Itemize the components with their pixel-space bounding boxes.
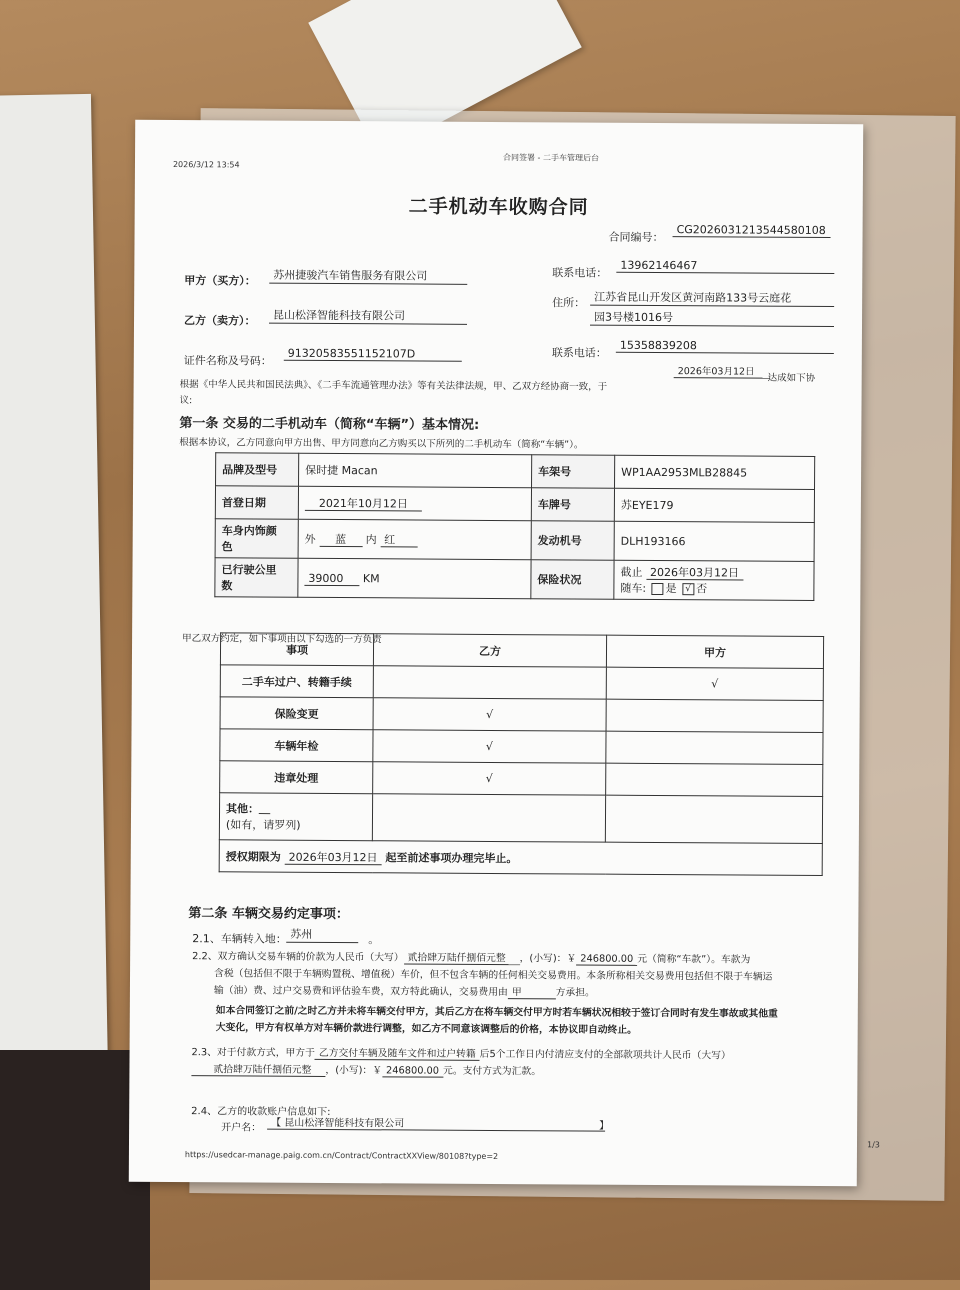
clause-2-2 [192,948,842,1003]
duty-row-b: √ [373,762,606,795]
clause-2-3-text3: ，(小写)：￥ [325,1064,383,1077]
auth-tail: 起至前述事项办理完毕止。 [385,850,518,865]
party-b-phone-label: 联系电话： [551,346,607,360]
clause-2-3-text4: 元。支付方式为汇款。 [443,1065,542,1078]
clause-2-3-number: 2.3、 [191,1047,217,1059]
party-a-phone: 13962146467 [616,259,834,274]
clause-2-4: 2.4、乙方的收款账户信息如下: [191,1106,331,1118]
insurance-cell [614,560,814,600]
duty-row-a [606,731,823,764]
bold-line1: 如本合同签订之前/之时乙方并未将车辆交付甲方，其后乙方在将车辆交付甲方时若车辆状况相较于签订合同时有发生事故或其他重 [215,1005,778,1020]
clause-2-2-text3: 元（简称“车款”）。车款为 [637,953,751,966]
background-paper-left [0,94,109,1136]
inner-color-value: 红 [380,533,417,547]
clause-2-2-line3-end: 方承担。 [555,987,595,999]
duty-col-item: 事项 [220,633,373,666]
contract-page [129,120,880,1186]
other-label: 其他：＿ [226,802,271,816]
mileage-label [215,558,298,598]
clause-2-2-text1: 双方确认交易车辆的价款为人民币（大写） [217,951,404,964]
page-number: 1/3 [866,1140,880,1150]
payment-condition: 乙方交付车辆及随车文件和过户转籍 [315,1048,480,1061]
clause-2-3 [191,1044,841,1082]
mileage-cell [298,558,531,598]
other-hint: (如有，请罗列) [225,818,301,832]
clause-2-1-end: 。 [368,933,380,947]
party-b-label: 乙方（卖方）： [183,314,256,328]
price-numeric: 246800.00 [576,953,637,965]
party-b-addr-label: 住所： [552,296,586,310]
outer-color-prefix: 外 [304,532,316,546]
duty-row-item: 二手车过户、转籍手续 [220,665,373,698]
account-name-end: 】 [599,1120,610,1132]
no-label: 否 [696,582,708,596]
print-header-title: 合同签署 - 二手车管理后台 [502,153,600,163]
color-label [215,519,298,559]
party-b-phone: 15358839208 [616,339,834,354]
clause-2-3-text2: 后5个工作日内付清应支付的全部款项共计人民币（大写） [479,1048,731,1062]
vin-label: 车架号 [532,455,615,489]
auth-date: 2026年03月12日 [285,850,382,865]
inner-color-prefix: 内 [365,533,377,547]
footer-url: https://usedcar-manage.paig.com.cn/Contract/ContractXXView/80108?type=2 [184,1150,499,1162]
duty-row-item: 违章处理 [220,761,373,794]
duty-other-a [605,795,822,843]
party-a-name: 苏州捷骏汽车销售服务有限公司 [269,267,467,285]
insurance-label: 保险状况 [531,560,614,600]
contract-title: 二手机动车收购合同 [408,195,589,219]
duty-table [219,632,824,876]
duty-row-b: √ [373,730,606,763]
fee-payer: 甲 [508,987,556,999]
no-checkbox-checked: √ [682,583,694,595]
account-name-label: 开户名： [221,1122,262,1134]
party-b-addr-line1: 江苏省昆山开发区黄河南路133号云庭花 [590,289,834,307]
duty-col-party-b: 乙方 [373,634,606,667]
plate-value: 苏EYE179 [614,488,814,522]
party-b-id: 91320583551152107D [284,347,462,362]
article1-intro: 根据本协议，乙方同意向甲方出售、甲方同意向乙方购买以下所列的二手机动车（简称“车辆”）。 [179,437,584,451]
duty-row-a [606,699,823,732]
party-b-addr-line2: 园3号楼1016号 [590,309,834,327]
duty-row-a [606,763,823,796]
preamble-text: 根据《中华人民共和国民法典》、《二手车流通管理办法》等有关法律法规，甲、乙双方经协商一致，于 [179,379,608,393]
contract-no-label: 合同编号： [608,230,664,245]
mileage-unit: KM [362,571,380,585]
party-a-label: 甲方（买方）： [184,274,256,288]
engine-value: DLH193166 [614,521,814,561]
clause-2-3-text1: 对于付款方式，甲方于 [216,1047,315,1059]
clause-2-1-label: 2.1、车辆转入地： [192,932,287,946]
party-b-id-label: 证件名称及号码： [183,354,272,368]
duty-other-b [372,794,605,842]
contract-no: CG2026031213544580108 [673,223,831,238]
party-b-name: 昆山松泽智能科技有限公司 [269,307,467,325]
mileage-label-line1: 已行驶公里 [221,563,277,577]
party-a-phone-label: 联系电话： [552,266,608,280]
reg-date-label: 首登日期 [215,486,298,520]
outer-color-value: 蓝 [319,533,362,547]
engine-label: 发动机号 [531,521,614,561]
mileage-label-line2: 数 [221,579,233,593]
yes-checkbox [652,583,664,595]
brand-value: 保时捷 Macan [299,453,532,487]
duty-row-b [373,666,606,699]
account-name: 【 昆山松泽智能科技有限公司 [267,1114,605,1132]
insurance-until-date: 2026年03月12日 [646,566,743,581]
transfer-destination: 苏州 [286,926,358,943]
duty-col-party-a: 甲方 [606,635,823,668]
clause-2-2-line2: 含税（包括但不限于车辆购置税、增值税）车价，但不包含车辆的任何相关交易费用。本条所称相关交易费用包括但不限于车辆运 [214,968,773,983]
with-car-label: 随车: [620,581,647,595]
duty-row-b: √ [373,698,606,731]
article2-title: 第二条 车辆交易约定事项： [188,906,349,923]
color-label-line1: 车身内饰颜 [221,524,277,538]
clause-2-2-line3: 输（油）费、过户交易费和评估验车费，双方特此确认，交易费用由 [213,985,508,999]
plate-label: 车牌号 [531,488,614,522]
vehicle-info-table [214,452,815,601]
auth-label: 授权期限为 [225,849,281,864]
clause-2-2-number: 2.2、 [192,951,218,963]
duty-other-item [219,793,372,841]
clause-2-2-bold [216,1002,846,1040]
yes-label: 是 [665,582,677,596]
payment-numeric: 246800.00 [382,1065,443,1077]
reg-date-value: 2021年10月12日 [305,497,422,512]
preamble-date: 2026年03月12日 [674,363,770,379]
mileage-value: 39000 [304,571,359,585]
color-cell [298,519,531,559]
duty-row-item: 保险变更 [220,697,373,730]
clause-2-2-text2: ，(小写)：￥ [519,953,577,965]
color-label-line2: 色 [221,540,233,554]
duty-row-item: 车辆年检 [220,729,373,762]
background-dark-object [0,1050,150,1290]
price-uppercase: 贰拾肆万陆仟捌佰元整 [404,952,520,965]
bold-line2: 大变化，甲方有权单方对车辆价款进行调整，如乙方不同意该调整后的价格，本协议即自动终止。 [215,1022,637,1036]
insurance-until-prefix: 截止 [620,565,643,579]
brand-label: 品牌及型号 [216,453,299,487]
preamble-text-end: 议: [179,395,193,407]
duty-row-a: √ [606,667,823,700]
reg-date-cell [298,486,531,520]
vin-value: WP1AA2953MLB28845 [615,455,815,489]
duty-intro: 甲乙双方约定，如下事项由以下勾选的一方负责 [182,633,382,646]
payment-uppercase: 贰拾肆万陆仟捌佰元整 [191,1064,325,1077]
article1-title: 第一条 交易的二手机动车（简称“车辆”）基本情况: [179,416,480,433]
auth-period-row [219,840,822,876]
preamble-text-tail: 达成如下协 [767,372,816,384]
print-datetime: 2026/3/12 13:54 [172,160,240,170]
